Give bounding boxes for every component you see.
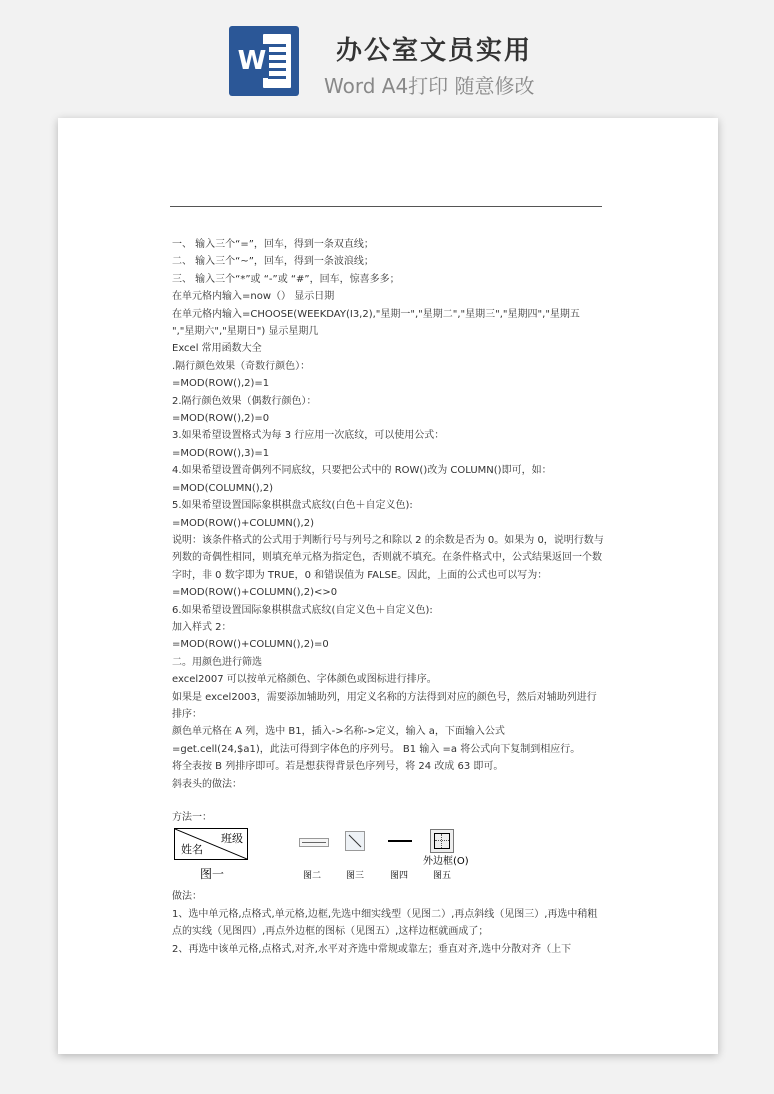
- diagonal-border-icon: [345, 831, 365, 851]
- spacer: [172, 793, 604, 809]
- text-line: [268, 76, 286, 79]
- page-header: [0, 0, 774, 110]
- text-line: 在单元格内输入=CHOOSE(WEEKDAY(I3,2),"星期一","星期二","星期三","星期四","星期五: [172, 308, 580, 320]
- diagonal-line-icon: [346, 832, 364, 850]
- document-body: [172, 236, 604, 958]
- formula-line: =MOD(ROW(),2)=0: [172, 413, 270, 425]
- text-line: 4.如果希望设置奇偶列不同底纹，只要把公式中的 ROW()改为 COLUMN()即可，如：: [172, 465, 552, 477]
- formula-line: =MOD(ROW()+COLUMN(),2): [172, 517, 314, 529]
- formula-line: =MOD(ROW()+COLUMN(),2)<>0: [172, 587, 338, 599]
- text-line: 5.如果希望设置国际象棋棋盘式底纹(白色＋自定义色):: [172, 500, 413, 512]
- text-line: 三、 输入三个“*”或 “-”或 “#”，回车，惊喜多多；: [172, 273, 400, 285]
- section-heading: 二。用颜色进行筛选: [172, 656, 262, 668]
- text-line: 将全表按 B 列排序即可。若是想获得背景色序列号，将 24 改成 63 即可。: [172, 761, 504, 773]
- outer-border-icon: [430, 829, 454, 853]
- method-label: 方法一：: [172, 812, 212, 823]
- text-line: Excel 常用函数大全: [172, 343, 262, 355]
- header-rule: [170, 206, 602, 207]
- page-title: 办公室文员实用: [336, 36, 533, 66]
- logo-letter: W: [235, 44, 269, 78]
- formula-line: =MOD(ROW()+COLUMN(),2)=0: [172, 639, 329, 651]
- fig5-caption: 图五: [433, 871, 452, 882]
- text-line: 做法：: [172, 891, 202, 903]
- fig1-caption: 图一: [200, 867, 225, 882]
- text-line: .隔行颜色效果（奇数行颜色）：: [172, 360, 311, 372]
- border-box: [434, 833, 450, 849]
- text-paragraph: 如果是 excel2003，需要添加辅助列，用定义名称的方法得到对应的颜色号，然后对辅助列进行排序：: [172, 691, 597, 720]
- border-guide: [441, 834, 442, 848]
- text-line: [268, 60, 286, 63]
- formula-line: =MOD(COLUMN(),2): [172, 482, 274, 494]
- fig1-top-label: 班级: [221, 832, 243, 846]
- word-logo-icon: [229, 26, 299, 96]
- fig2-caption: 图二: [303, 871, 322, 882]
- text-paragraph: 1、选中单元格,点格式,单元格,边框,先选中细实线型（见图二）,再点斜线（见图三）,再选中稍粗点的实线（见图四）,再点外边框的图标（见图五）,这样边框就画成了；: [172, 908, 598, 938]
- text-line: 3.如果希望设置格式为每 3 行应用一次底纹，可以使用公式：: [172, 430, 445, 442]
- text-line: [268, 52, 286, 55]
- fig5-label: 外边框(O): [423, 856, 469, 868]
- formula-line: =MOD(ROW(),2)=1: [172, 378, 270, 390]
- thin-line-style-icon: [299, 838, 329, 847]
- diagonal-header-figure: [174, 828, 248, 860]
- text-paragraph: 颜色单元格在 A 列，选中 B1，插入->名称->定义，输入 a，下面输入公式 =get.cell(24,$a1)，此法可得到字体色的序列号。 B1 输入 =a 将公式向下复制到相应行。: [172, 726, 581, 755]
- text-line: [268, 44, 286, 47]
- fig3-caption: 图三: [346, 871, 365, 882]
- document-page: [58, 118, 718, 1054]
- page-subtitle: Word A4打印 随意修改: [324, 74, 535, 98]
- text-line: 斜表头的做法：: [172, 778, 242, 790]
- figure-row: [172, 828, 604, 888]
- formula-line: =MOD(ROW(),3)=1: [172, 447, 270, 459]
- text-line: 2、再选中该单元格,点格式,对齐,水平对齐选中常规或靠左；垂直对齐,选中分散对齐（上下: [172, 943, 572, 955]
- thick-line-style-icon: [388, 840, 412, 842]
- text-line: 6.如果希望设置国际象棋棋盘式底纹(自定义色＋自定义色):: [172, 604, 433, 616]
- text-line: 加入样式 2：: [172, 621, 232, 633]
- text-line: 一、 输入三个“=”，回车，得到一条双直线；: [172, 239, 374, 250]
- text-line: ","星期六","星期日") 显示星期几: [172, 326, 319, 338]
- text-paragraph: 说明：该条件格式的公式用于判断行号与列号之和除以 2 的余数是否为 0。如果为 0，说明行数与列数的奇偶性相同，则填充单元格为指定色，否则就不填充。在条件格式中，公式结果返回一个数字时，非 0 数字即为 TRUE，0 和错误值为 FALSE。因此，上面的公式也可以写为：: [172, 534, 604, 581]
- text-line: [268, 68, 286, 71]
- text-line: excel2007 可以按单元格颜色、字体颜色或图标进行排序。: [172, 674, 437, 686]
- fig4-caption: 图四: [390, 871, 409, 882]
- text-line: 2.隔行颜色效果（偶数行颜色）：: [172, 395, 317, 407]
- fig1-bottom-label: 姓名: [181, 843, 203, 856]
- text-line: 在单元格内输入=now（） 显示日期: [172, 291, 335, 303]
- border-guide: [435, 840, 449, 841]
- text-line: 二、 输入三个“~”，回车，得到一条波浪线；: [172, 256, 374, 268]
